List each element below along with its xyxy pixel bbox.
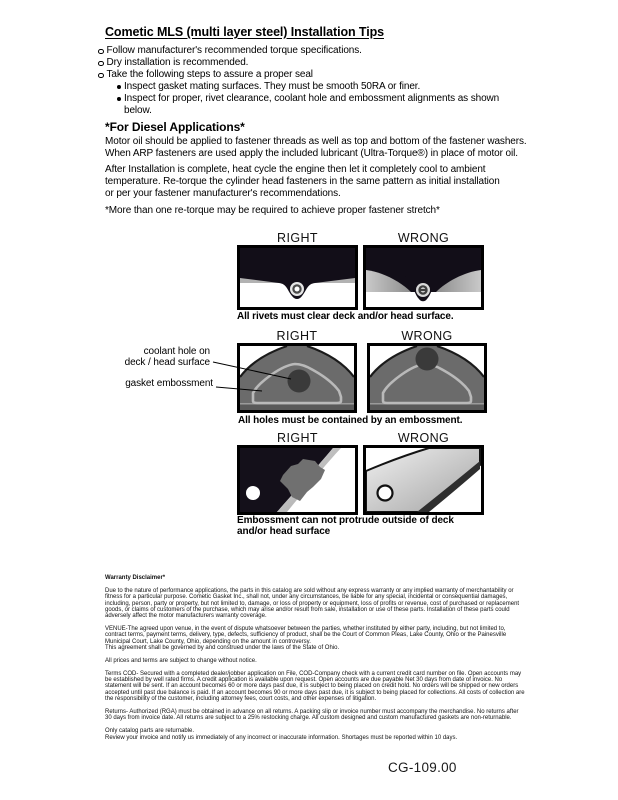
- gasket-embossment-callout: gasket embossment: [125, 378, 213, 389]
- bullet-text: Take the following steps to assure a proper seal: [106, 69, 313, 81]
- callout-line: coolant hole on: [143, 346, 210, 357]
- circle-bullet-icon: [98, 73, 104, 79]
- rivet-icon: [290, 282, 304, 296]
- diesel-paragraph-1: [105, 136, 537, 160]
- bullet-text: Inspect gasket mating surfaces. They must be smooth 50RA or finer.: [124, 81, 421, 93]
- list-item: [98, 69, 528, 81]
- legal-paragraph: All prices and terms are subject to change without notice.: [105, 657, 257, 664]
- circle-bullet-icon: [98, 49, 104, 55]
- wrong-label: WRONG: [397, 231, 450, 245]
- dot-bullet-icon: [117, 97, 121, 101]
- legal-paragraph: VENUE-The agreed upon venue, in the event of dispute whatsoever between the parties, whether instituted by either party, including, but not limited to, contract terms, payment terms, delivery, type, defects, sufficiency of product, shall be the Court of Common Pleas, Lake County, Ohio or the Painesville Municipal Court, Lake County, Ohio, depending on the amount in controversy.: [105, 626, 507, 645]
- legal-paragraph: Terms COD- Secured with a completed dealer/jobber application on File, COD-Company check with a current credit card number on file. Open accounts may be established by well rated firms. A credit application is available upon request. Open accounts are due payable Net 30 days from date of invoice. No statement will be sent. If an account becomes 60 or more days past due, it is subject to being placed on credit hold. No orders will be shipped or new orders accepted until past due balance is paid. If an account becomes 90 or more days past due, it is subject to being placed for collections. All costs of collection are the responsibility of the customer, including attorney fees, court costs, and other expenses of litigation.: [105, 670, 525, 703]
- dot-bullet-icon: [117, 85, 121, 89]
- bolt-hole-icon: [378, 486, 393, 501]
- row2-caption: All holes must be contained by an embossment.: [238, 415, 463, 426]
- right-label: RIGHT: [277, 231, 318, 245]
- diesel-heading: *For Diesel Applications*: [105, 120, 245, 134]
- list-item: [117, 81, 528, 93]
- coolant-hole-icon: [416, 348, 439, 371]
- page-title: Cometic MLS (multi layer steel) Installation Tips: [105, 25, 384, 39]
- right-label: RIGHT: [277, 431, 318, 445]
- paragraph-line: temperature. Re-torque the cylinder head fasteners in the same pattern as initial installation: [105, 176, 500, 188]
- row1-caption: All rivets must clear deck and/or head surface.: [237, 311, 454, 322]
- list-item: [117, 93, 528, 117]
- legal-paragraph: Review your invoice and notify us immediately of any incorrect or inaccurate information. Shortages must be reported within 10 days.: [105, 734, 458, 741]
- embossment-containment-right-diagram: [237, 343, 357, 413]
- wrong-label: WRONG: [397, 431, 450, 445]
- bullet-text: Follow manufacturer's recommended torque specifications.: [106, 45, 362, 56]
- warranty-disclaimer-block: [105, 575, 526, 747]
- retorque-note: *More than one re-torque may be required to achieve proper fastener stretch*: [105, 205, 440, 216]
- bullet-text: Inspect for proper, rivet clearance, coolant hole and embossment alignments as shown below.: [124, 93, 500, 117]
- bolt-hole-icon: [246, 486, 260, 500]
- list-item: [98, 57, 528, 69]
- paragraph-line: After Installation is complete, heat cycle the engine then let it completely cool to ambient: [105, 164, 486, 175]
- embossment-protrusion-right-diagram: [237, 445, 358, 515]
- legal-heading: Warranty Disclaimer*: [105, 575, 166, 581]
- embossment-protrusion-wrong-diagram: [363, 445, 484, 515]
- paragraph-line: Motor oil should be applied to fastener threads as well as top and bottom of the fastener washers.: [105, 136, 527, 147]
- wrong-label: WRONG: [401, 329, 453, 343]
- right-label: RIGHT: [276, 329, 318, 343]
- list-item: [98, 45, 528, 57]
- bullet-text: Dry installation is recommended.: [106, 57, 249, 69]
- legal-paragraph: Due to the nature of performance applications, the parts in this catalog are sold without any express warranty or any implied warranty of merchantability or fitness for a particular purpose. Cometic Gasket Inc., shall not, under any circumstances, be liable for any special, incidental or consequential damages, including, person, party or property, but not limited to, damage, or loss of property or equipment, loss of profits or revenue, cost of purchased or replacement goods, or claims of customers of the purchase, which may arise and/or result from sale, installation or use of these parts. Installation of these parts could adversely affect the motor manufacturers warranty coverage.: [105, 587, 520, 620]
- embossment-containment-wrong-diagram: [367, 343, 487, 413]
- rivet-clearance-right-diagram: [237, 245, 358, 310]
- legal-paragraph: Only catalog parts are returnable.: [105, 728, 195, 735]
- paragraph-line: When ARP fasteners are used apply the included lubricant (Ultra-Torque®) in place of motor oil.: [105, 148, 518, 160]
- page-code: CG-109.00: [388, 760, 457, 775]
- caption-line: Embossment can not protrude outside of deck: [237, 515, 454, 526]
- rivet-clearance-wrong-diagram: [363, 245, 484, 310]
- callout-line: deck / head surface: [124, 356, 210, 368]
- row3-caption: [237, 516, 467, 537]
- coolant-hole-callout: [110, 347, 210, 369]
- diesel-paragraph-2: [105, 164, 537, 201]
- paragraph-line: or per your fastener manufacturer's recommendations.: [105, 188, 341, 200]
- rivet-icon: [416, 283, 430, 297]
- caption-line: and/or head surface: [237, 525, 331, 537]
- legal-paragraph: This agreement shall be governed by and construed under the laws of the State of Ohio.: [105, 645, 340, 652]
- tips-bullet-list: [98, 45, 528, 118]
- circle-bullet-icon: [98, 61, 104, 67]
- coolant-hole-icon: [288, 370, 311, 393]
- legal-paragraph: Returns- Authorized (RGA) must be obtained in advance on all returns. A packing slip or invoice number must accompany the merchandise. No returns after 30 days from invoice date. All returns are subject to a 25% restocking charge. All custom designed and custom manufactured gaskets are non-returnable.: [105, 709, 519, 722]
